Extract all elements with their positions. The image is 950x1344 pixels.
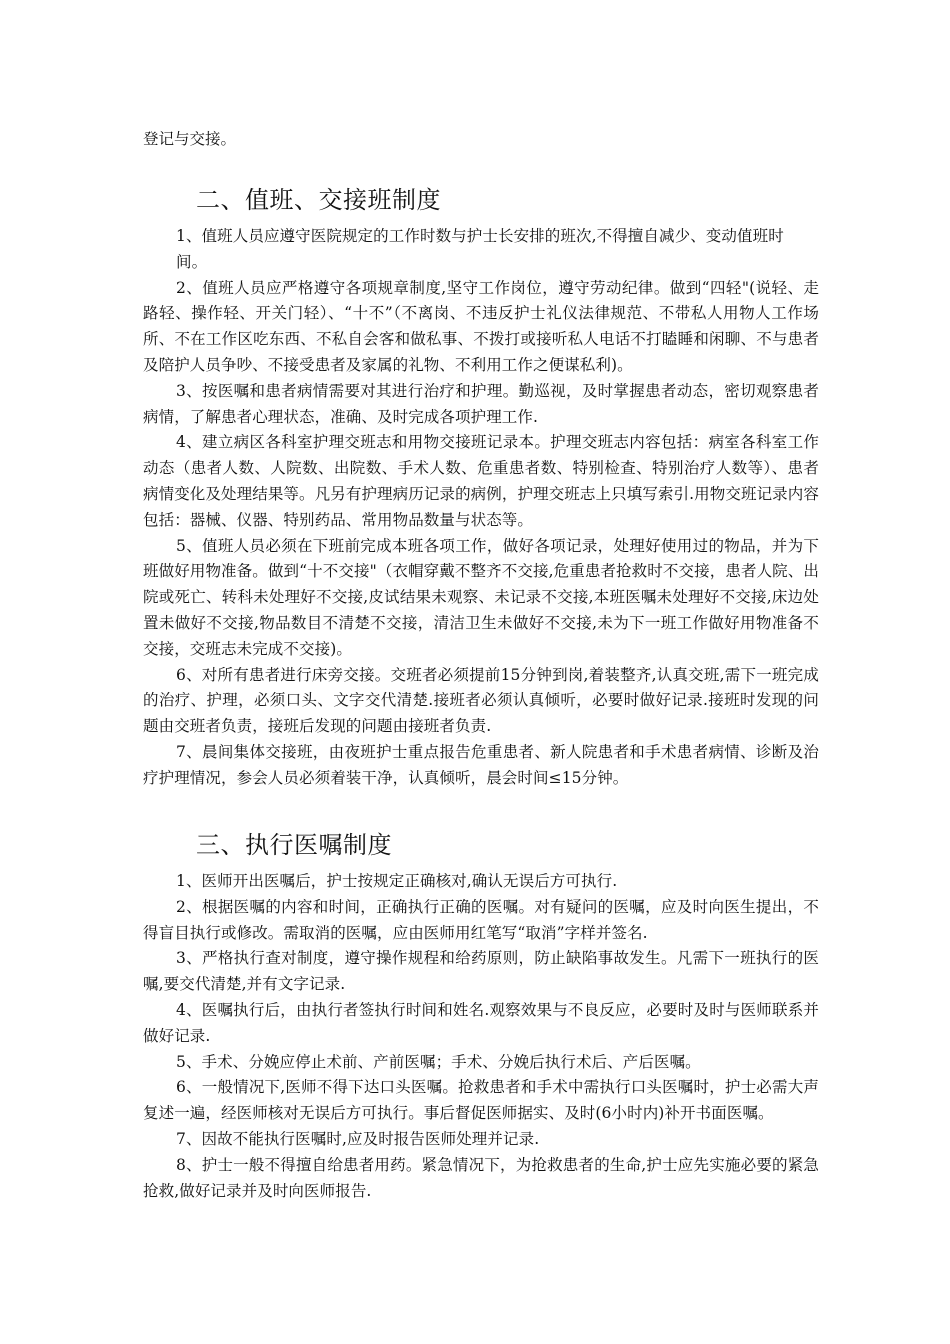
carryover-text: 登记与交接。 [143, 130, 237, 148]
paragraph-item: 1、值班人员应遵守医院规定的工作时数与护士长安排的班次,不得擅自减少、变动值班时 间。 [143, 224, 819, 276]
paragraph-item: 5、手术、分娩应停止术前、产前医嘱；手术、分娩后执行术后、产后医嘱。 [176, 1052, 701, 1071]
section-title-duty-handover: 二、值班、交接班制度 [196, 186, 441, 214]
paragraph-item: 7、晨间集体交接班，由夜班护士重点报告危重患者、新人院患者和手术患者病情、诊断及治疗护理情况，参会人员必须着装干净，认真倾听，晨会时间≤15分钟。 [143, 742, 819, 787]
paragraph-item: 6、一般情况下,医师不得下达口头医嘱。抢救患者和手术中需执行口头医嘱时，护士必需大声复述一遍，经医师核对无误后方可执行。事后督促医师据实、及时(6小时内)补开书面医嘱。 [143, 1078, 819, 1123]
paragraph-item: 4、建立病区各科室护理交班志和用物交接班记录本。护理交班志内容包括：病室各科室工作动态（患者人数、人院数、出院数、手术人数、危重患者数、特别检查、特别治疗人数等）、患者病情变化及处理结果等。凡另有护理病历记录的病例，护理交班志上只填写索引.用物交班记录内容包括：器械、仪器、特别药品、常用物品数量与状态等。 [143, 433, 819, 529]
section-title-medical-orders: 三、执行医嘱制度 [196, 831, 392, 859]
paragraph-item: 2、根据医嘱的内容和时间，正确执行正确的医嘱。对有疑问的医嘱，应及时向医生提出，不得盲目执行或修改。需取消的医嘱，应由医师用红笔写“取消”字样并签名. [143, 897, 819, 942]
paragraph-item: 5、值班人员必须在下班前完成本班各项工作，做好各项记录，处理好使用过的物品，并为下班做好用物准备。做到“十不交接"（衣帽穿戴不整齐不交接,危重患者抢救时不交接，患者人院、出院或死亡、转科未处理好不交接,皮试结果未观察、未记录不交接,本班医嘱未处理好不交接,床边处置未做好不交接,物品数目不清楚不交接，清洁卫生未做好不交接,未为下一班工作做好用物准备不交接，交班志未完成不交接)。 [143, 536, 819, 658]
paragraph-item: 8、护士一般不得擅自给患者用药。紧急情况下，为抢救患者的生命,护士应先实施必要的紧急抢救,做好记录并及时向医师报告. [143, 1155, 819, 1200]
section-duty-handover [143, 224, 819, 792]
paragraph-item: 3、严格执行查对制度，遵守操作规程和给药原则，防止缺陷事故发生。凡需下一班执行的医嘱,要交代清楚,并有文字记录. [143, 949, 819, 994]
paragraph-item: 1、医师开出医嘱后，护士按规定正确核对,确认无误后方可执行. [176, 872, 618, 890]
paragraph-item: 2、值班人员应严格遵守各项规章制度,坚守工作岗位，遵守劳动纪律。做到“四轻"(说轻、走路轻、操作轻、开关门轻）、“十不”（不离岗、不违反护士礼仪法律规范、不带私人用物人工作场所、不在工作区吃东西、不私自会客和做私事、不拨打或接听私人电话不打瞌睡和闲聊、不与患者及陪护人员争吵、不接受患者及家属的礼物、不利用工作之便谋私利)。 [143, 278, 819, 374]
section-medical-orders [143, 869, 819, 1204]
paragraph-item: 7、因故不能执行医嘱时,应及时报告医师处理并记录. [176, 1129, 540, 1148]
paragraph-item: 3、按医嘱和患者病情需要对其进行治疗和护理。勤巡视，及时掌握患者动态，密切观察患者病情，了解患者心理状态，准确、及时完成各项护理工作. [143, 381, 819, 426]
paragraph-continuation: 间。 [176, 252, 208, 271]
paragraph-item: 6、对所有患者进行床旁交接。交班者必须提前15分钟到岗,着装整齐,认真交班,需下一班完成的治疗、护理，必须口头、文字交代清楚.接班者必须认真倾听，必要时做好记录.接班时发现的问题由交班者负责，接班后发现的问题由接班者负责. [143, 665, 819, 736]
paragraph-item: 4、医嘱执行后，由执行者签执行时间和姓名.观察效果与不良反应，必要时及时与医师联系并做好记录. [143, 1000, 819, 1045]
